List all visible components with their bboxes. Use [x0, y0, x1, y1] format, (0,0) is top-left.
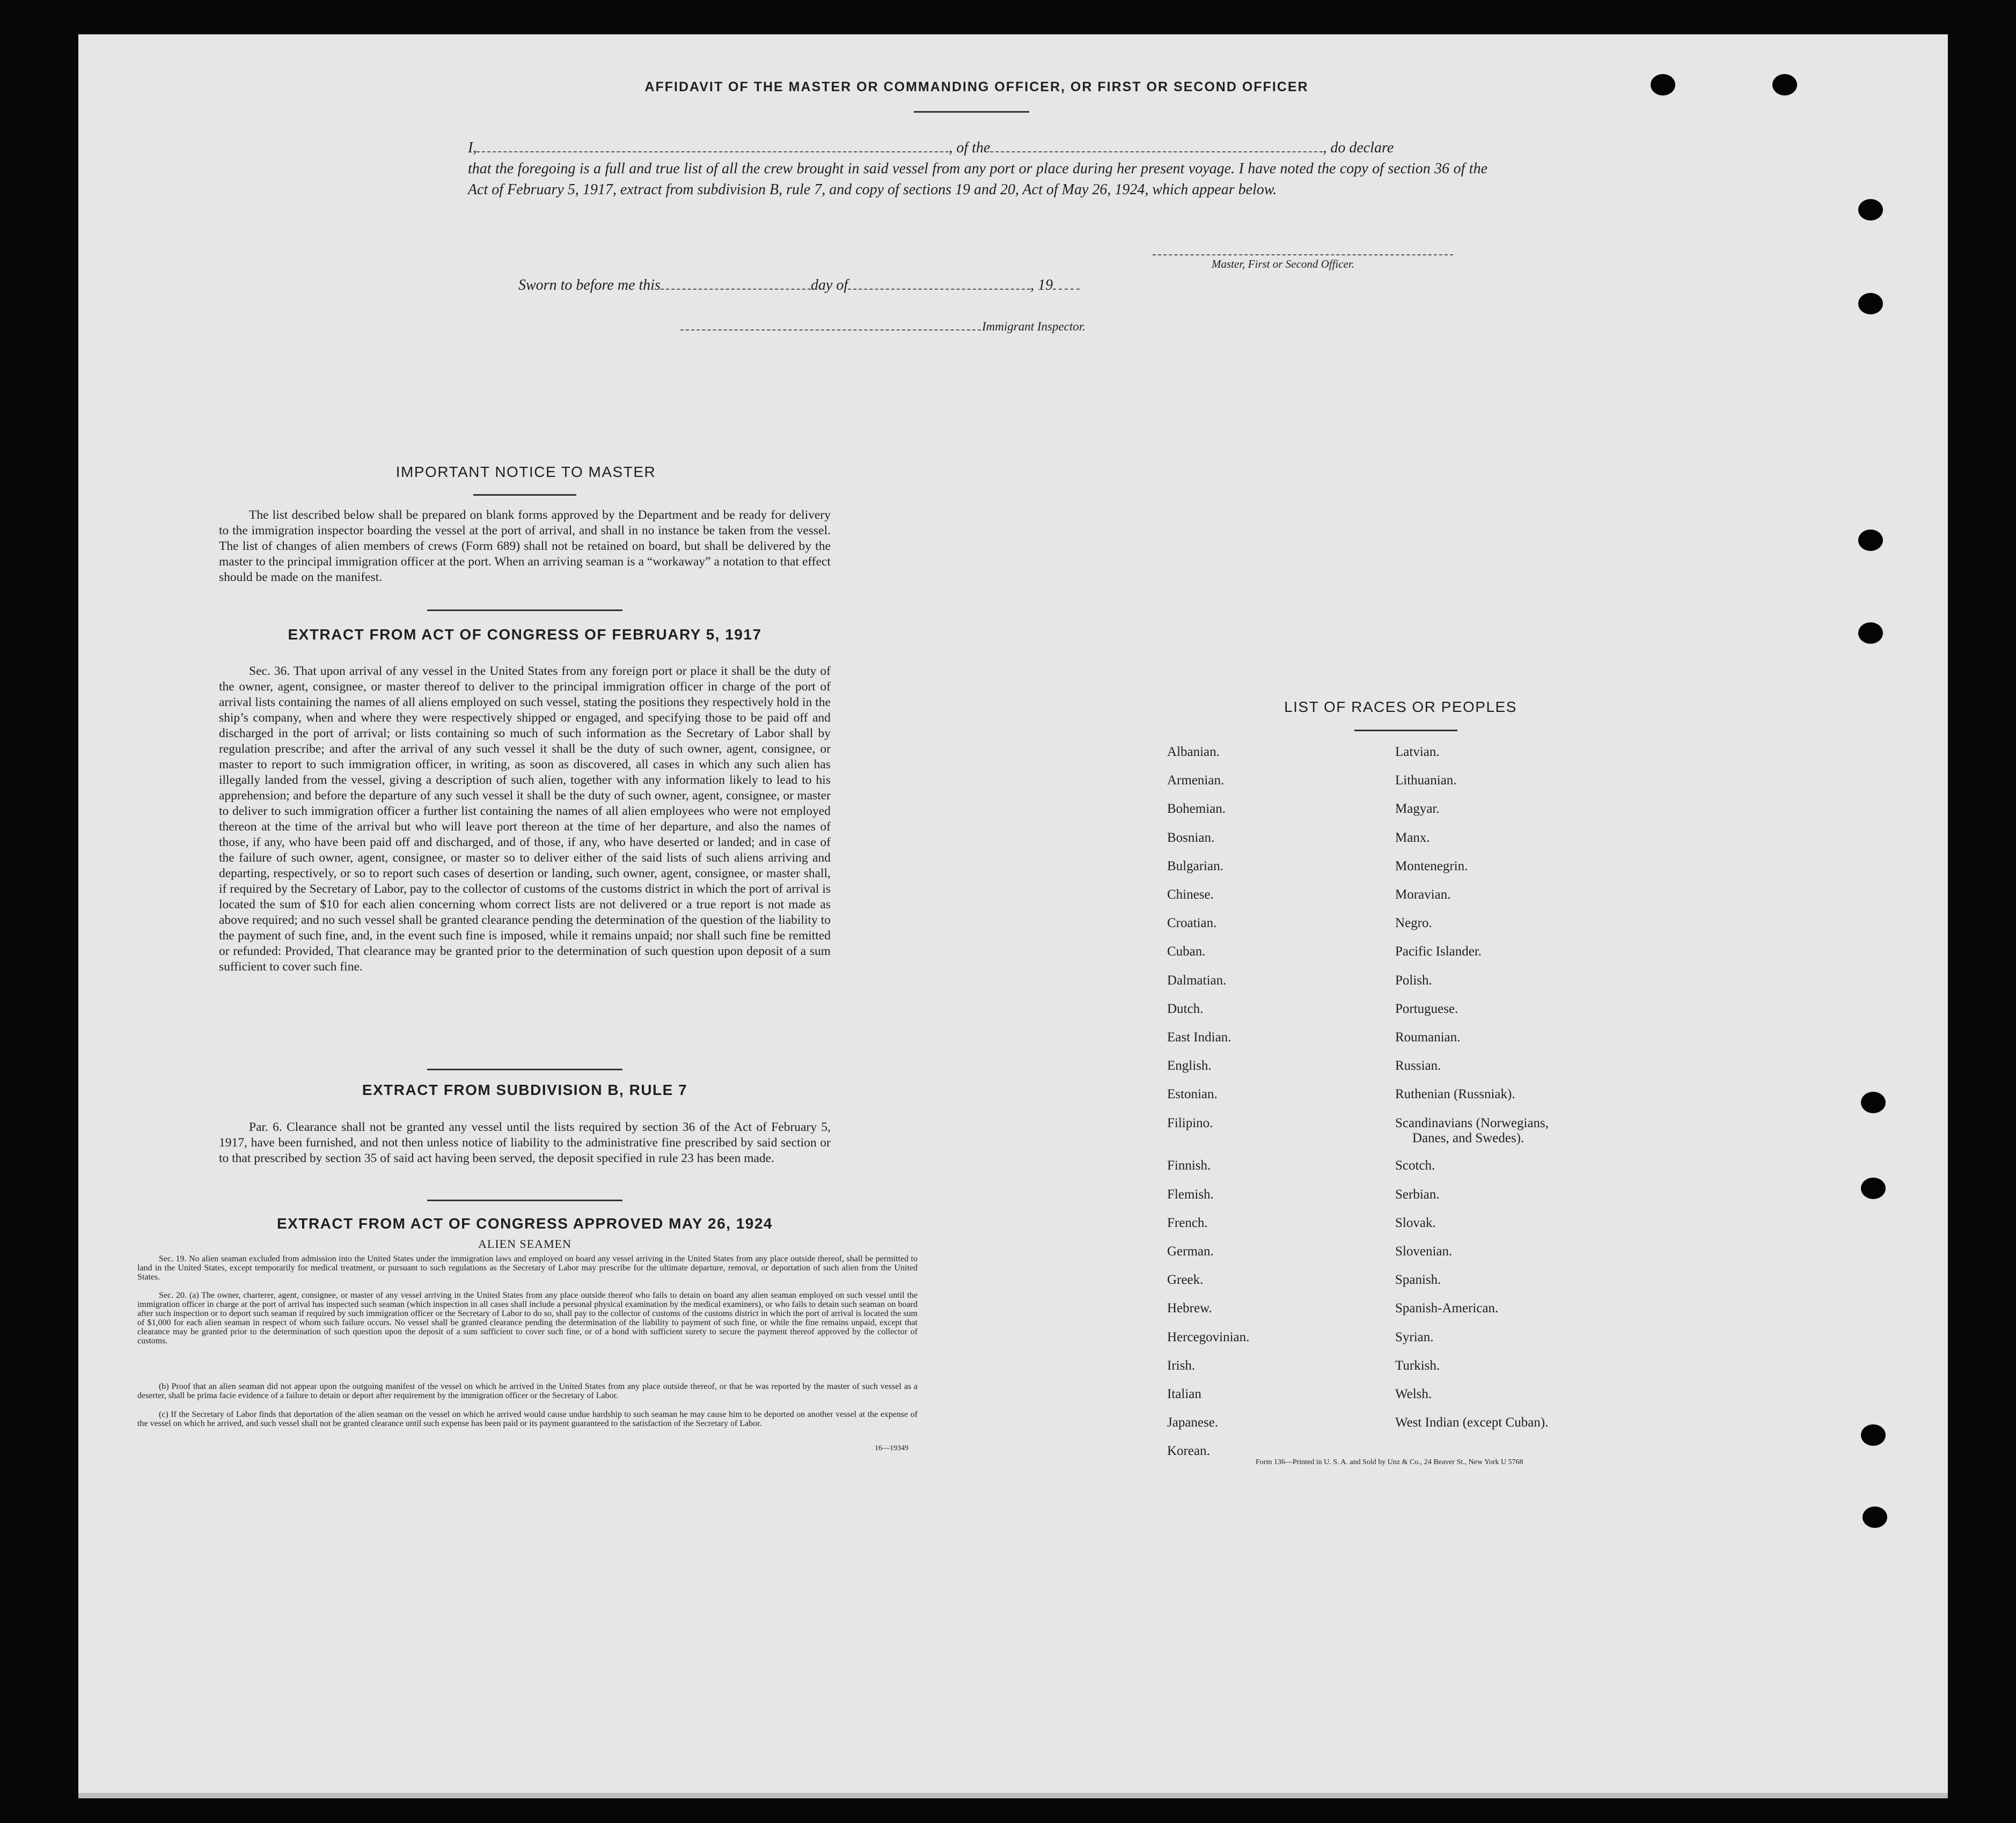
- race-item: Bosnian.: [1167, 830, 1215, 845]
- race-item: Korean.: [1167, 1444, 1210, 1459]
- year-blank: [1053, 289, 1080, 290]
- sworn-label: Sworn to before me this: [518, 277, 661, 293]
- name-blank: [476, 151, 949, 152]
- extract-1924-sec20a: Sec. 20. (a) The owner, charterer, agent, consignee, or master of any vessel arriving in the United States from any place outside thereof who fails to detain on board any alien seaman employed on such vessel until the immigration officer in charge at the port of arrival has inspected such seaman (which inspection in all cases shall include a personal physical examination by the medical examiners), or who fails to detain such seaman on board after such inspection or to deport such seaman if required by such immigration officer or the Secretary of Labor to do so, shall pay to the collector of customs of the customs district in which the port of arrival is located the sum of $1,000 for each alien seaman in respect of whom such failure occurs. No vessel shall be granted clearance pending the determination of the liability to payment of such fine, or while the fine remains unpaid, except that clearance may be granted prior to the determination of such question upon the deposit of a sum sufficient to cover such fine, or of a bond with sufficient surety to secure the payment thereof approved by the collector of customs.: [137, 1291, 918, 1346]
- extract-rule7-heading: EXTRACT FROM SUBDIVISION B, RULE 7: [362, 1082, 688, 1098]
- punch-hole: [1858, 199, 1883, 220]
- month-blank: [848, 289, 1030, 290]
- divider: [1354, 730, 1457, 731]
- punch-hole: [1651, 74, 1675, 95]
- race-item: Pacific Islander.: [1395, 944, 1482, 959]
- punch-hole: [1772, 74, 1797, 95]
- race-item: Estonian.: [1167, 1087, 1218, 1102]
- race-item: Irish.: [1167, 1358, 1196, 1373]
- extract-1924-sec19: Sec. 19. No alien seaman excluded from admission into the United States under the immigration laws and employed on board any vessel arriving in the United States from any place outside thereof, shall be permitted to land in the United States, except temporarily for medical treatment, or pursuant to such regulations as the Secretary of Labor may prescribe for the ultimate departure, removal, or deportation of such alien from the United States.: [137, 1254, 918, 1282]
- race-item: Negro.: [1395, 916, 1432, 931]
- affidavit-title: AFFIDAVIT OF THE MASTER OR COMMANDING OFFICER, OR FIRST OR SECOND OFFICER: [644, 79, 1309, 94]
- race-item: Manx.: [1395, 830, 1430, 845]
- race-item: Polish.: [1395, 973, 1432, 988]
- race-item: Roumanian.: [1395, 1030, 1461, 1045]
- extract-1917-heading: EXTRACT FROM ACT OF CONGRESS OF FEBRUARY 5, 1917: [288, 626, 762, 643]
- divider: [427, 1200, 622, 1201]
- race-item: Latvian.: [1395, 745, 1440, 759]
- race-item: Welsh.: [1395, 1387, 1432, 1401]
- page-edge: [78, 1793, 1948, 1798]
- race-item: Slovak.: [1395, 1215, 1436, 1230]
- vessel-blank: [990, 151, 1323, 152]
- race-item: Portuguese.: [1395, 1001, 1458, 1016]
- race-item: Spanish.: [1395, 1273, 1441, 1288]
- inspector-label: Immigrant Inspector.: [982, 320, 1086, 333]
- race-item: Scotch.: [1395, 1158, 1435, 1173]
- punch-hole: [1858, 293, 1883, 314]
- punch-hole: [1861, 1424, 1886, 1446]
- race-item: Flemish.: [1167, 1187, 1214, 1202]
- race-item: Cuban.: [1167, 944, 1206, 959]
- do-declare-label: , do declare: [1323, 139, 1394, 156]
- declaration-text: that the foregoing is a full and true list of all the crew brought in said vessel from any port or place during her present voyage. I have noted the copy of section 36 of the Act of February 5, 1917, extract from subdivision B, rule 7, and copy of sections 19 and 20, Act of May 26, 1924, which appear below.: [468, 160, 1487, 198]
- race-item: Filipino.: [1167, 1115, 1213, 1130]
- race-item: Scandinavians (Norwegians,: [1395, 1115, 1549, 1130]
- divider: [427, 1069, 622, 1070]
- day-of-label: day of: [810, 277, 848, 293]
- race-item: Finnish.: [1167, 1158, 1211, 1173]
- punch-hole: [1858, 530, 1883, 551]
- race-item: West Indian (except Cuban).: [1395, 1415, 1549, 1430]
- race-item: Russian.: [1395, 1058, 1441, 1074]
- extract-1924-sec20c: (c) If the Secretary of Labor finds that deportation of the alien seaman on the vessel on which he arrived would cause undue hardship to such seaman he may cause him to be deported on another vessel at the expense of the vessel on which he arrived, and such vessel shall not be granted clearance until such expense has been paid or its payment guaranteed to the satisfaction of the Secretary of Labor.: [137, 1410, 918, 1428]
- race-item: Montenegrin.: [1395, 858, 1468, 873]
- race-item: Bohemian.: [1167, 802, 1226, 817]
- extract-rule7-text: Par. 6. Clearance shall not be granted any vessel until the lists required by section 36 of the Act of February 5, 1917, have been furnished, and not then unless notice of liability to the administrative fine prescribed by said section or to that prescribed by section 35 of said act having been served, the deposit specified in rule 23 has been made.: [219, 1120, 831, 1165]
- inspector-signature-line: [680, 329, 981, 330]
- race-item: Dalmatian.: [1167, 973, 1227, 988]
- form-code: 16—19349: [875, 1444, 908, 1452]
- race-item: Bulgarian.: [1167, 858, 1223, 873]
- race-item: East Indian.: [1167, 1030, 1231, 1045]
- i-label: I,: [468, 139, 477, 156]
- extract-1924-sec20b: (b) Proof that an alien seaman did not appear upon the outgoing manifest of the vessel on which he arrived in the United States from any place outside thereof, or that he was reported by the master of such vessel as a deserter, shall be prima facie evidence of a failure to detain or deport after requirement by the immigration officer or the Secretary of Labor.: [137, 1382, 918, 1400]
- race-item: Magyar.: [1395, 802, 1440, 817]
- declaration-first-line: [468, 137, 1487, 158]
- race-item: Dutch.: [1167, 1001, 1204, 1016]
- race-item: Croatian.: [1167, 916, 1217, 931]
- race-item: Japanese.: [1167, 1415, 1219, 1430]
- divider: [914, 111, 1029, 113]
- punch-hole: [1861, 1092, 1886, 1113]
- race-item: Greek.: [1167, 1273, 1204, 1288]
- notice-heading: IMPORTANT NOTICE TO MASTER: [395, 464, 656, 480]
- master-signature-label: Master, First or Second Officer.: [1212, 258, 1354, 270]
- races-heading: LIST OF RACES OR PEOPLES: [1284, 699, 1517, 715]
- year-label: , 19: [1030, 277, 1053, 293]
- race-item: Lithuanian.: [1395, 773, 1457, 788]
- race-item: Chinese.: [1167, 887, 1214, 902]
- race-item: Italian: [1167, 1387, 1201, 1401]
- master-signature-line: [1153, 254, 1453, 255]
- extract-1924-heading: EXTRACT FROM ACT OF CONGRESS APPROVED MAY 26, 1924: [277, 1215, 773, 1232]
- race-item: Turkish.: [1395, 1358, 1440, 1373]
- sworn-line: [518, 275, 1080, 296]
- race-item: English.: [1167, 1058, 1212, 1074]
- extract-1924-subheading: ALIEN SEAMEN: [478, 1237, 571, 1251]
- divider: [473, 494, 576, 496]
- of-the-label: , of the: [949, 139, 991, 156]
- day-blank: [661, 289, 811, 290]
- form-footer: Form 136—Printed in U. S. A. and Sold by Unz & Co., 24 Beaver St., New York U 5768: [1256, 1458, 1523, 1466]
- race-item: Hebrew.: [1167, 1301, 1212, 1316]
- race-item: Armenian.: [1167, 773, 1225, 788]
- punch-hole: [1861, 1178, 1886, 1199]
- extract-1917-text: Sec. 36. That upon arrival of any vessel in the United States from any foreign port or place it shall be the duty of the owner, agent, consignee, or master thereof to deliver to the principal immigration officer in charge of the port of arrival lists containing the names of all aliens employed on such vessel, stating the positions they respectively hold in the ship’s company, when and where they were respectively shipped or engaged, and specifying those to be paid off and discharged in the port of arrival; or lists containing so much of such information as the Secretary of Labor shall by regulation prescribe; and after the arrival of any such vessel it shall be the duty of such owner, agent, consignee, or master to report to such immigration officer, in writing, as soon as discovered, all cases in which any such alien has illegally landed from the vessel, giving a description of such alien, together with any information likely to lead to his apprehension; and before the departure of any such vessel it shall be the duty of such owner, agent, consignee, or master to deliver to such immigration officer a further list containing the names of all alien employees who were not employed thereon at the time of the arrival but who will leave port thereon at the time of her departure, and also the names of those, if any, who have been paid off and discharged, and of those, if any, who have deserted or landed; and in case of the failure of such owner, agent, consignee, or master so to deliver either of the said lists of such aliens arriving and departing, respectively, or so to report such cases of desertion or landing, such owner, agent, consignee, or master shall, if required by the Secretary of Labor, pay to the collector of customs of the customs district in which the port of arrival is located the sum of $10 for each alien concerning whom correct lists are not delivered or a true report is not made as above required; and no such vessel shall be granted clearance pending the determination of the question of the liability to the payment of such fine, and, in the event such fine is imposed, while it remains unpaid; nor shall such fine be remitted or refunded: Provided, That clearance may be granted prior to the determination of such question upon deposit of a sum sufficient to cover such fine.: [219, 664, 831, 974]
- race-item: Moravian.: [1395, 887, 1451, 902]
- race-item: French.: [1167, 1215, 1208, 1230]
- punch-hole: [1863, 1506, 1887, 1528]
- punch-hole: [1858, 622, 1883, 644]
- race-item: Spanish-American.: [1395, 1301, 1499, 1316]
- race-item: Danes, and Swedes).: [1412, 1130, 1524, 1145]
- notice-text: The list described below shall be prepared on blank forms approved by the Department and be ready for delivery to the immigration inspector boarding the vessel at the port of arrival, and shall in no instance be taken from the vessel. The list of changes of alien members of crews (Form 689) shall not be retained on board, but shall be delivered by the master to the principal immigration officer at the port. When an arriving seaman is a “workaway” a notation to that effect should be made on the manifest.: [219, 508, 831, 584]
- race-item: Albanian.: [1167, 745, 1220, 759]
- race-item: Syrian.: [1395, 1329, 1434, 1344]
- race-item: Serbian.: [1395, 1187, 1440, 1202]
- race-item: Hercegovinian.: [1167, 1329, 1250, 1344]
- divider: [427, 609, 622, 611]
- race-item: Ruthenian (Russniak).: [1395, 1087, 1515, 1102]
- race-item: German.: [1167, 1244, 1214, 1259]
- race-item: Slovenian.: [1395, 1244, 1453, 1259]
